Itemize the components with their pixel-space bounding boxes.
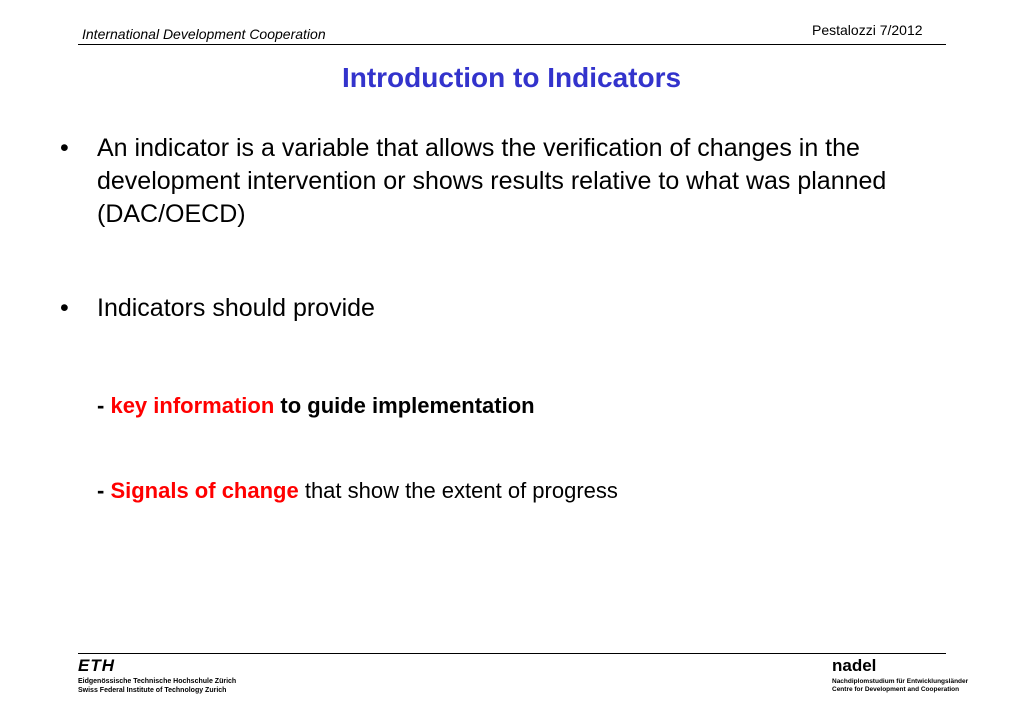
subpoint-rest: to guide implementation <box>274 393 535 418</box>
bullet-dot: • <box>60 134 69 162</box>
nadel-name-german: Nachdiplomstudium für Entwicklungsländer <box>832 678 969 685</box>
bullet-text: Indicators should provide <box>97 294 375 322</box>
bullet-dot: • <box>60 294 69 322</box>
header-divider <box>78 44 946 45</box>
eth-name-english: Swiss Federal Institute of Technology Zurich <box>78 687 227 694</box>
slide-title: Introduction to Indicators <box>341 62 682 93</box>
subpoint-dash: - <box>97 393 111 418</box>
nadel-logo: nadel <box>832 656 877 675</box>
bullet-text: An indicator is a variable that allows the verification of changes in the development intervention or shows results relative to what was planned (DAC/OECD) <box>97 134 887 228</box>
eth-name-german: Eidgenössische Technische Hochschule Zürich <box>78 678 237 685</box>
header-author-date: Pestalozzi 7/2012 <box>812 22 923 38</box>
eth-logo: ETH <box>78 656 115 675</box>
subpoint-highlight: Signals of change <box>110 478 299 503</box>
footer-divider <box>78 653 946 654</box>
subpoint-highlight: key information <box>110 393 275 418</box>
header-course-name: International Development Cooperation <box>82 26 326 42</box>
subpoint-rest: that show the extent of progress <box>298 478 618 503</box>
nadel-name-english: Centre for Development and Cooperation <box>832 686 960 693</box>
subpoint-key-information <box>97 393 535 419</box>
subpoint-dash: - <box>97 478 111 503</box>
subpoint-signals-of-change <box>97 478 618 504</box>
